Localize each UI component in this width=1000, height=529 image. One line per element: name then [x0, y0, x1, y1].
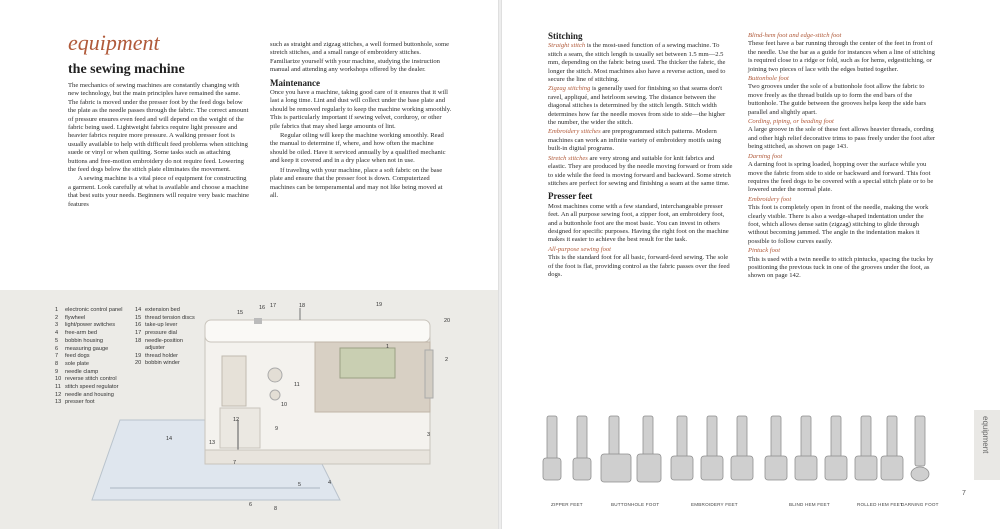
rolled-hem-foot-1 [855, 416, 877, 480]
embroidery-foot-1 [671, 416, 693, 480]
body-paragraph: Regular oiling will keep the machine working smoothly. Read the manual to determine if, where, and how often the machine should be oiled. Have it serviced annually by a qualified mechanic and keep it covered and in a dry place when not in use. [270, 132, 446, 165]
sewing-machine-photo-area [0, 290, 498, 529]
callout-number: 8 [274, 506, 278, 512]
legend-item: 14 extension bed [135, 307, 180, 313]
callout-number: 16 [259, 305, 266, 311]
foot-term: Darning foot [748, 152, 783, 160]
callout-number: 2 [445, 357, 449, 363]
foot-term: Blind-hem foot and edge-stitch foot [748, 32, 842, 39]
callout-number: 7 [233, 460, 237, 466]
stitch-paragraph: Stretch stitches are very strong and suitable for knit fabrics and elastic. They are produced by the needle moving forward or from side to side while the feed is moving forward and backward. Some stretch stitches are perfect for sewing and finishing a seam at the same time. [548, 154, 733, 187]
foot-label: ROLLED HEM FEET [857, 502, 903, 507]
buttonhole-foot [601, 416, 631, 482]
foot-term: Buttonhole foot [748, 75, 789, 83]
tension-panel [222, 356, 246, 406]
callout-number: 6 [249, 502, 253, 508]
callout-number: 18 [299, 303, 306, 309]
body-paragraph: Most machines come with a few standard, interchangeable presser feet. An all purpose sewing foot, a zipper foot, an embroidery foot, and a buttonhole foot are the most basic. You can invest in others designed for specific purposes. Having the right foot on the machine makes it easier to achieve the best result for the task. [548, 202, 729, 244]
left-column-1 [68, 82, 250, 209]
foot-description: A large groove in the sole of these feet allows heavier threads, cording and other high relief decorative trims to pass freely under the foot after being stitched, as shown on page 143. [748, 126, 936, 151]
right-column-1 [548, 32, 734, 279]
legend-item: 1 electronic control panel [55, 307, 123, 313]
pressure-dial [268, 368, 282, 382]
presser-feet-photo-strip [539, 412, 939, 512]
foot-term: Pintuck foot [748, 247, 781, 255]
buttonhole-foot-2 [637, 416, 661, 482]
foot-term: Cording, piping, or beading foot [748, 118, 834, 126]
stitching-heading: Stitching [548, 31, 583, 41]
page-number: 7 [962, 490, 966, 497]
callout-number: 1 [386, 344, 390, 350]
callout-number: 13 [209, 440, 216, 446]
legend-item: 20 bobbin winder [135, 360, 180, 367]
presser-feet-illustration [539, 412, 939, 498]
callout-number: 19 [376, 302, 383, 308]
right-column-2 [748, 32, 936, 281]
legend-item: 8 sole plate [55, 360, 89, 367]
legend-item: 15 thread tension discs [135, 314, 195, 321]
page-title: the sewing machine [68, 62, 185, 77]
callout-number: 20 [444, 318, 451, 324]
foot-description: These feet have a bar running through the center of the feet in front of the needle. Use the bar as a guide for instances when a line of stitching is required close to a ridge or fold, such as for hems, edgestitching, or joining two pieces of lace with the edges butted together. [748, 40, 935, 73]
foot-term: All-purpose sewing foot [548, 245, 612, 253]
legend-item: 2 flywheel [55, 314, 86, 321]
blind-hem-foot-2 [795, 416, 817, 480]
callout-number: 17 [270, 303, 277, 309]
maintenance-heading: Maintenance [270, 77, 320, 88]
take-up-lever [254, 318, 262, 324]
machine-top [205, 320, 430, 342]
left-page [0, 0, 498, 529]
rolled-hem-foot-2 [881, 416, 903, 480]
needle-head [220, 408, 260, 448]
stitch-paragraph: Zigzag stitching is generally used for finishing so that seams don't ravel, appliqué, and heirloom sewing. The distance between the diagonal stitches is determined by the stitch length. Stitch width determines how far the needle moves from side to side—the higher the number, the wider the stitch. [548, 85, 726, 127]
darning-foot [911, 416, 929, 481]
legend-item: 3 light/power switches [55, 322, 116, 329]
embroidery-foot-2 [701, 416, 723, 480]
callout-number: 9 [275, 426, 279, 432]
foot-description: Two grooves under the sole of a buttonhole foot allow the fabric to move freely as the thread builds up to form the end bars of the buttonhole. The guide between the grooves helps keep the side bars parallel and slightly apart. [748, 83, 927, 116]
blind-hem-foot-1 [765, 416, 787, 480]
legend-item: 5 bobbin housing [55, 337, 103, 344]
lcd-screen [340, 348, 395, 378]
foot-label: EMBROIDERY FEET [691, 502, 738, 507]
legend-item: 10 reverse stitch control [55, 376, 117, 383]
foot-term: Embroidery foot [748, 195, 792, 203]
section-title: equipment [68, 30, 160, 55]
embroidery-foot-3 [731, 416, 753, 480]
chapter-side-tab [974, 410, 1000, 480]
foot-description: A darning foot is spring loaded, hopping over the surface while you move the fabric from side to side or backward and forward. This foot requires the feed dogs to be covered with a special stitch plate or to be lowered under the normal plate. [748, 161, 934, 194]
callout-number: 11 [294, 382, 300, 388]
legend-item: 17 pressure dial [135, 330, 178, 337]
presser-feet-heading: Presser feet [548, 191, 593, 202]
stitch-paragraph: Straight stitch is the most-used function of a sewing machine. To stitch a seam, the stitch length is usually set between 1.5 mm—2.5 mm, depending on the fabric being used. The thicker the fabric, the longer the stitch. Most machines also have a reverse action, used to secure the line of stitching. [548, 42, 726, 84]
chapter-tab-label: equipment [981, 416, 990, 454]
legend-item: 19 thread holder [135, 352, 178, 359]
blind-hem-foot-3 [825, 416, 847, 480]
callout-number: 4 [328, 480, 332, 486]
legend-item: 4 free-arm bed [55, 330, 98, 337]
body-paragraph: The mechanics of sewing machines are constantly changing with new technology, but the main principles have remained the same. The fabric is moved under the presser foot by the feed dogs below the plate as the needle passes through the fabric. The correct amount of pressure ensures even feed and will depend on the weight of the fabric being used. Lightweight fabrics require light pressure and heavier fabrics require more pressure. A walking presser foot is usually available to help with difficult feed problems when stitching suede or vinyl or when quilting. Some tasks such as attaching buttons and free-motion embroidery do not require feed. Lowering the feed dogs below the stitch plate eliminates the movement. [68, 82, 249, 174]
flywheel [425, 350, 433, 398]
callout-number: 10 [281, 402, 288, 408]
legend-item: 16 take-up lever [135, 322, 178, 329]
body-paragraph: If traveling with your machine, place a soft fabric on the base plate and ensure that the presser foot is down. Computerized machines can be temperamental and may not like being moved at all. [270, 166, 443, 199]
body-paragraph: This is the standard foot for all basic, forward-feed sewing. The sole of the foot is flat, providing control as the fabric passes over the feed dogs. [548, 254, 730, 278]
legend-item: 9 needle clamp [55, 368, 99, 375]
speed-regulator [270, 390, 280, 400]
foot-label: BUTTONHOLE FOOT [611, 502, 660, 507]
foot-description: This foot is completely open in front of the needle, making the work clearly visible. There is also a wedge-shaped indentation under the foot, which allows dense satin (zigzag) stitching to glide through without becoming jammed. The angle in the indentation makes it possible to follow curves easily. [748, 204, 929, 245]
zipper-foot-2 [573, 416, 591, 480]
sewing-machine-illustration [0, 290, 498, 529]
left-column-2 [270, 41, 452, 200]
zipper-foot-1 [543, 416, 561, 480]
legend-item: 13 presser foot [55, 399, 95, 406]
callout-number: 3 [427, 432, 431, 438]
foot-label: ZIPPER FEET [551, 502, 583, 507]
callout-number: 15 [237, 310, 244, 316]
callout-number: 12 [233, 417, 240, 423]
callout-number: 14 [166, 436, 173, 442]
legend-item: 6 measuring gauge [55, 345, 109, 352]
legend-item: 12 needle and housing [55, 391, 114, 398]
legend-item: 7 feed dogs [55, 353, 90, 360]
body-paragraph: A sewing machine is a vital piece of equipment for constructing a garment. Look carefully at what is available and choose a machine that best suits your needs. Beginners will require very basic machine features [68, 175, 250, 208]
legend-item: 11 stitch speed regulator [55, 384, 119, 391]
foot-description: This is used with a twin needle to stitch pintucks, spacing the tucks by positioning the previous tuck in one of the grooves under the foot, as shown on page 142. [748, 255, 934, 280]
free-arm-bed [205, 450, 430, 464]
legend-item: 18 needle-position adjuster [135, 337, 183, 352]
body-paragraph: such as straight and zigzag stitches, a well formed buttonhole, some stretch stitches, and a small range of embroidery stitches. Familiarize yourself with your machine, studying the instruction manual and attending any workshops offered by the dealer. [270, 41, 450, 74]
body-paragraph: Once you have a machine, taking good care of it ensures that it will last a long time. Lint and dust will collect under the base plate and should be removed regularly to keep the machine working smoothly. This is particularly important if sewing velvet, corduroy, or other pile fabrics that may shed large amounts of lint. [270, 89, 452, 130]
right-page [502, 0, 1000, 529]
foot-label: DARNING FOOT [901, 502, 939, 507]
callout-number: 5 [298, 482, 302, 488]
foot-label: BLIND HEM FEET [789, 502, 830, 507]
stitch-paragraph: Embroidery stitches are preprogrammed stitch patterns. Modern machines can work an infinite variety of embroidery motifs using built-in digital programs. [548, 128, 722, 153]
